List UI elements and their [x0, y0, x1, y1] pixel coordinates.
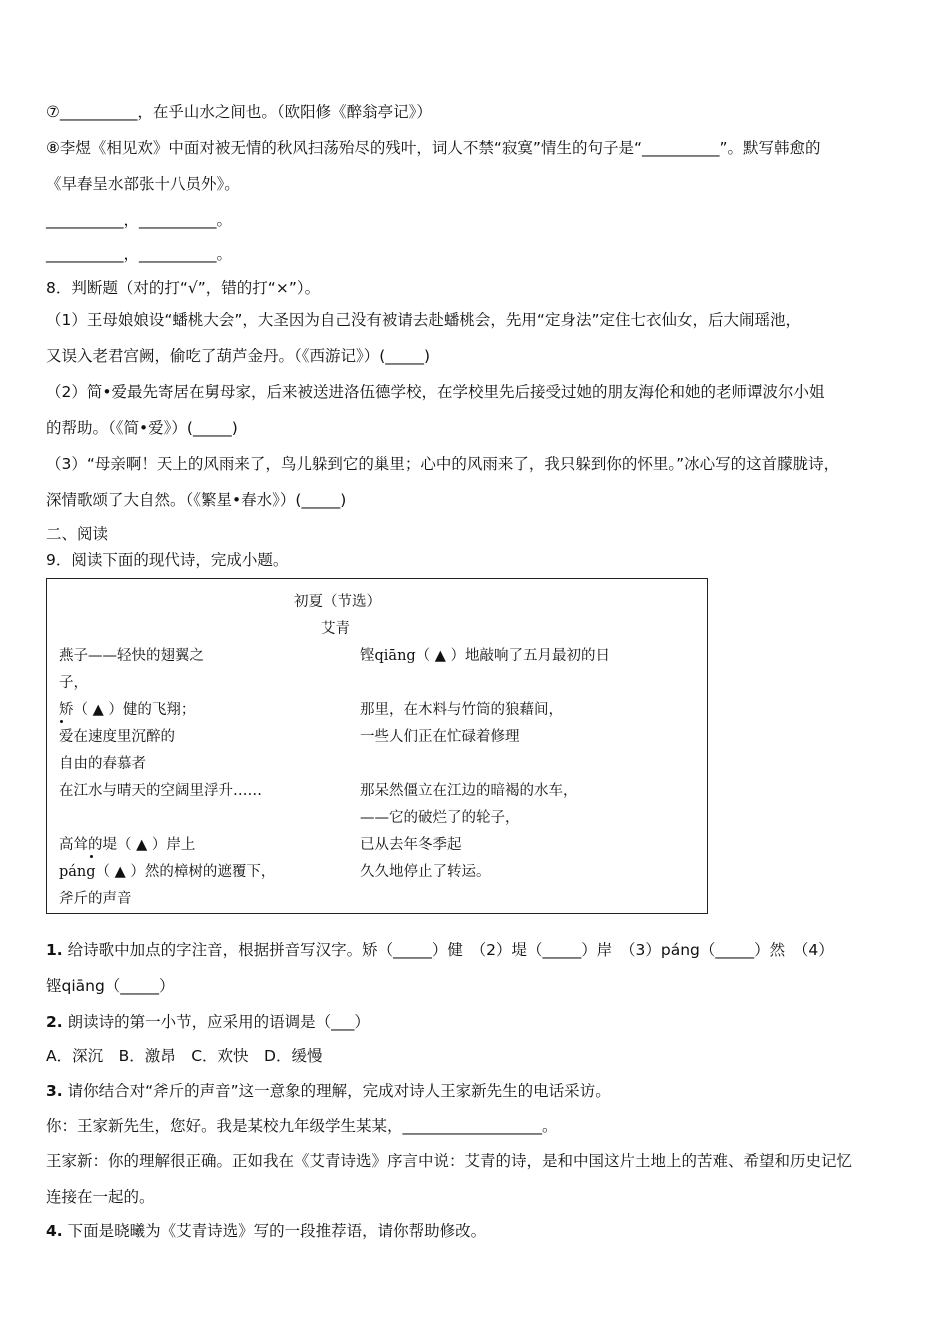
sub-question-1-cont: 铿qiāng（_____）	[46, 977, 175, 995]
q7-line-8-cont: 《早春呈水部张十八员外》。	[46, 175, 240, 193]
poem-left-line: 斧斤的声音	[59, 891, 132, 907]
poem-right-line: 铿qiāng（ ▲ ）地敲响了五月最初的日	[360, 648, 611, 664]
sub-question-text: 朗读诗的第一小节，应采用的语调是（___）	[67, 1013, 370, 1031]
poem-left-line: 燕子——轻快的翅翼之	[59, 648, 204, 664]
q7-blank-row-1: __________，__________。	[46, 211, 233, 229]
interview-wang-cont: 连接在一起的。	[46, 1188, 155, 1206]
poem-left-line: 子，	[59, 675, 88, 691]
poem-author: 艾青	[321, 621, 350, 637]
poem-right-line: 那里，在木料与竹筒的狼藉间，	[360, 702, 563, 718]
q8-item-2-cont: 的帮助。（《简•爱》）(_____)	[46, 419, 238, 437]
sub-question-4	[46, 1221, 486, 1241]
interview-wang: 王家新：你的理解很正确。正如我在《艾青诗选》序言中说：艾青的诗，是和中国这片土地上的苦难、希望和历史记忆	[46, 1152, 853, 1170]
poem-left-line: 高耸的堤（ ▲ ）岸上	[59, 837, 196, 853]
poem-right-line: 久久地停止了转运。	[360, 864, 491, 880]
poem-title: 初夏（节选）	[294, 594, 381, 610]
q8-item-1-cont: 又误入老君宫阙，偷吃了葫芦金丹。（《西游记》）(_____)	[46, 347, 431, 365]
q8-item-1: （1）王母娘娘设“蟠桃大会”，大圣因为自己没有被请去赴蟠桃会，先用“定身法”定住七衣仙女，后大闹瑶池，	[46, 311, 801, 329]
sub-question-text: 请你结合对“斧斤的声音”这一意象的理解，完成对诗人王家新先生的电话采访。	[67, 1082, 611, 1100]
poem-left-line: 爱在速度里沉醉的	[59, 729, 175, 745]
sub-question-text: 给诗歌中加点的字注音，根据拼音写汉字。矫（_____）健 （2）堤（_____）岸 （3）páng（_____）然 （4）	[67, 941, 834, 959]
sub-question-1	[46, 940, 834, 960]
sub-question-number: 4.	[46, 1222, 63, 1240]
sub-question-2	[46, 1012, 370, 1032]
sub-question-number: 1.	[46, 941, 63, 959]
poem-right-line: 一些人们正在忙碌着修理	[360, 729, 520, 745]
q8-item-2: （2）简•爱最先寄居在舅母家，后来被送进洛伍德学校，在学校里先后接受过她的朋友海伦和她的老师谭波尔小姐	[46, 383, 825, 401]
poem-left-line: 自由的春慕者	[59, 756, 146, 772]
poem-box	[46, 578, 708, 914]
q8-item-3-cont: 深情歌颂了大自然。（《繁星•春水》）(_____)	[46, 491, 347, 509]
q7-blank-row-2: __________，__________。	[46, 245, 233, 263]
sub-question-3	[46, 1081, 611, 1101]
q7-line-8: ⑧李煜《相见欢》中面对被无情的秋风扫荡殆尽的残叶，词人不禁“寂寞”情生的句子是“__________”。默写韩愈的	[46, 139, 821, 157]
q8-title: 8．判断题（对的打“√”，错的打“×”）。	[46, 279, 321, 297]
poem-right-line: 那呆然僵立在江边的暗褐的水车，	[360, 783, 578, 799]
poem-right-line: ——它的破烂了的轮子，	[360, 810, 520, 826]
sub-question-number: 3.	[46, 1082, 63, 1100]
interview-you: 你：王家新先生，您好。我是某校九年级学生某某，__________________。	[46, 1117, 558, 1135]
sub-question-number: 2.	[46, 1013, 63, 1031]
emphasis-dot	[61, 717, 62, 718]
emphasis-dot	[91, 852, 92, 853]
q7-line-7: ⑦__________，在乎山水之间也。（欧阳修《醉翁亭记》）	[46, 103, 432, 121]
q9-title: 9．阅读下面的现代诗，完成小题。	[46, 551, 289, 569]
sub-question-text: 下面是晓曦为《艾青诗选》写的一段推荐语，请你帮助修改。	[67, 1222, 487, 1240]
poem-left-line: 矫（ ▲ ）健的飞翔；	[59, 702, 196, 718]
poem-right-line: 已从去年冬季起	[360, 837, 462, 853]
sub-question-2-options: A．深沉 B．激昂 C．欢快 D．缓慢	[46, 1047, 323, 1065]
poem-left-line: 在江水与晴天的空阔里浮升……	[59, 783, 262, 799]
q8-item-3: （3）“母亲啊！天上的风雨来了，鸟儿躲到它的巢里；心中的风雨来了，我只躲到你的怀里。”冰心写的这首朦胧诗，	[46, 455, 840, 473]
poem-left-line: páng（ ▲ ）然的樟树的遮覆下，	[59, 864, 276, 880]
section-heading: 二、阅读	[46, 525, 109, 543]
